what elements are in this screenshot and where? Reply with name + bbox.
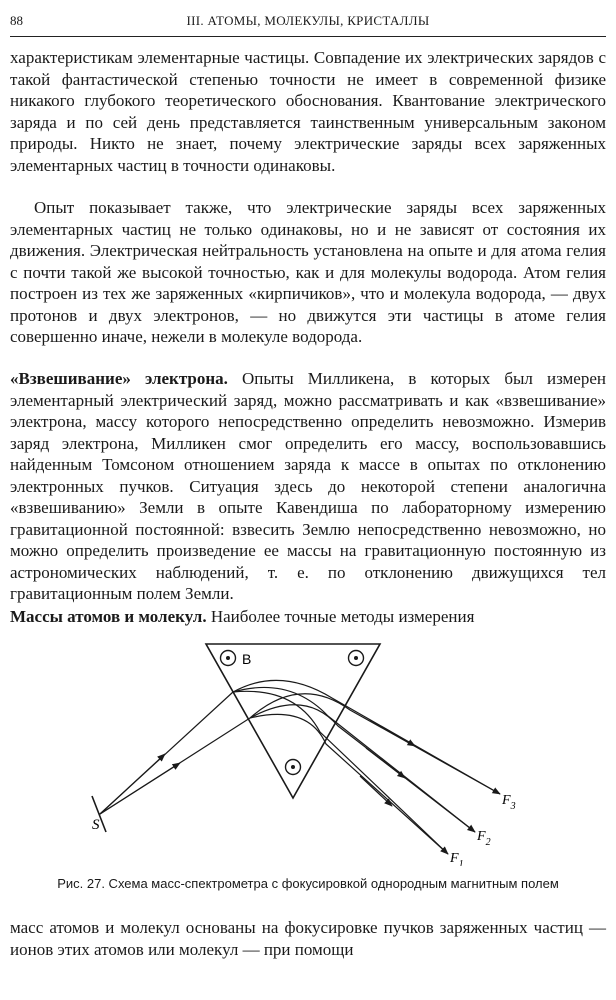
paragraph-5: масс атомов и молекул основаны на фокусировке пучков заряженных частиц — ионов этих атомов или молекул — при помощи xyxy=(10,918,606,959)
paragraph-1: характеристикам элементарные частицы. Совпадение их электрических зарядов с такой фантастической степенью точности не имеет в современной физике никакого глубокого теоретического обоснования. Квантование электрического заряда и по сей день представляется таинственным универсальным законом природы. Никто не знает, почему электрические заряды всех заряженных элементарных частиц в точности одинаковы. xyxy=(10,48,606,175)
paragraph-2: Опыт показывает также, что электрические заряды всех заряженных элементарных частиц не только одинаковы, но и не зависят от состояния их движения. Электрическая нейтральность установлена на опыте и для атома гелия с почти такой же высокой точностью, как и для молекулы водорода. Атом гелия построен из тех же заряженных «кирпичиков», что и молекула водорода, — двух протонов и двух электронов, — но движутся эти частицы в атоме гелия совершенно иначе, нежели в молекуле водорода. xyxy=(10,198,606,346)
focus-label-f3: $F_3$ xyxy=(502,793,516,812)
paragraph-4 xyxy=(10,606,606,628)
ion-trajectory-f3 xyxy=(250,694,500,794)
section-heading-atomic-masses: Массы атомов и молекул. xyxy=(10,607,207,626)
paragraph-3-body: Опыты Милликена, в которых был измерен элементарный электрический заряд, можно рассматривать и как «взвешивание» электрона, массу которого непосредственно определить невозможно. Измерив заряд электрона, Милликен смог определить его массу, воспользовавшись найденным Томсоном отношением заряда к массе в опытах по отклонению электронных пучков. Ситуация здесь до некоторой степени аналогична «взвешиванию» Земли в опыте Кавендиша по лабораторному измерению гравитационной постоянной: взвесить Землю непосредственно невозможно, но можно определить произведение ее массы на гравитационную постоянную из астрономических наблюдений, т. е. по отклонению движущихся тел гравитационным полем Земли. xyxy=(10,369,606,603)
focus-label-f2: $F_2$ xyxy=(477,829,491,848)
field-label-b: B xyxy=(242,651,252,667)
paragraph-4-body: Наиболее точные методы измерения xyxy=(206,607,475,626)
running-title: III. АТОМЫ, МОЛЕКУЛЫ, КРИСТАЛЛЫ xyxy=(186,13,430,28)
mass-spectrometer-figure xyxy=(70,636,550,866)
paragraph-3 xyxy=(10,368,606,605)
field-symbol-icon xyxy=(349,651,364,666)
source-label-s: S xyxy=(92,817,100,833)
ion-trajectory-f2 xyxy=(250,705,475,832)
page-number: 88 xyxy=(10,13,23,28)
mass-spectrometer-diagram xyxy=(70,636,550,866)
focus-label-f1: $F_1$ xyxy=(450,851,464,866)
field-symbol-icon xyxy=(221,651,236,666)
ion-trajectory-f1 xyxy=(250,714,448,854)
figure-caption: Рис. 27. Схема масс-спектрометра с фокусировкой однородным магнитным полем xyxy=(57,876,559,891)
running-header xyxy=(10,10,606,37)
section-heading-electron-weighing: «Взвешивание» электрона. xyxy=(10,369,228,388)
field-symbol-icon xyxy=(286,760,301,775)
